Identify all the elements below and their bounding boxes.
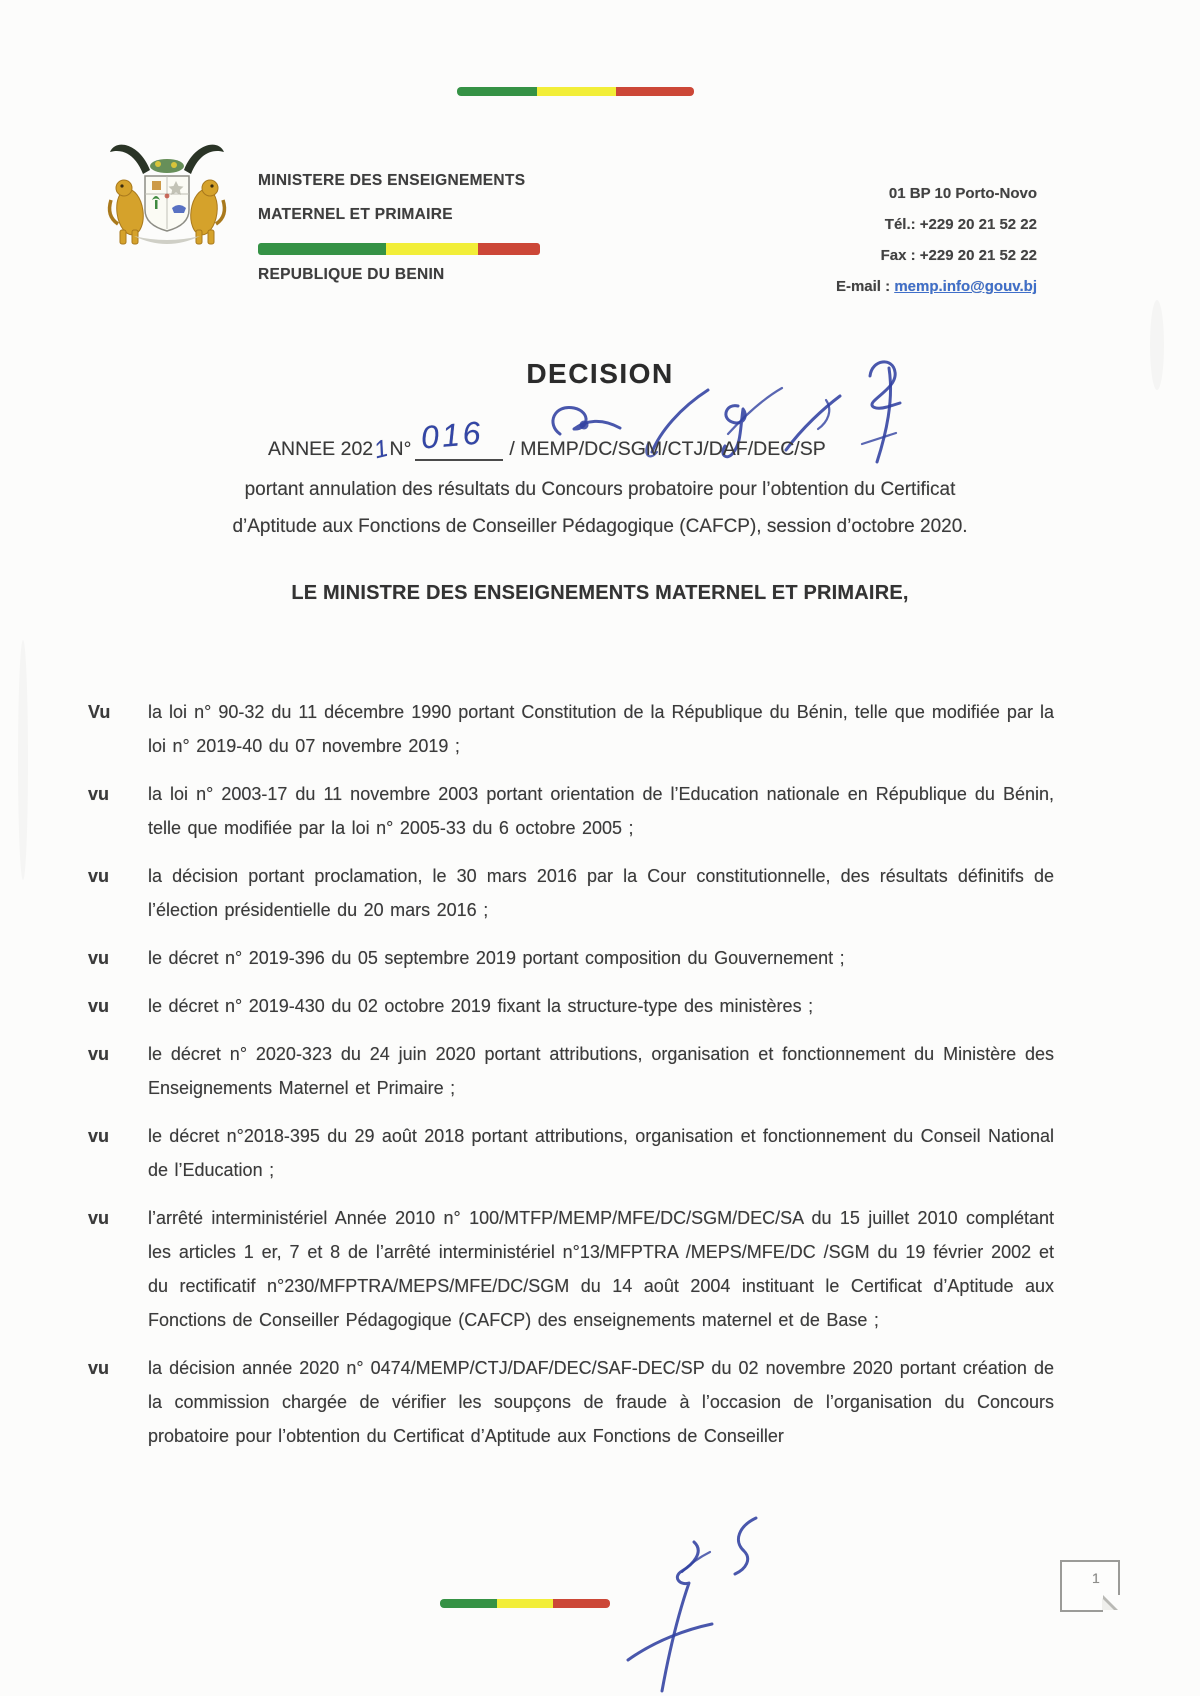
visa-label: vu <box>88 996 110 1016</box>
contact-tel: Tél.: +229 20 21 52 22 <box>884 216 1037 233</box>
flag-divider-header-icon <box>258 243 540 255</box>
contact-email-label: E-mail : <box>835 278 895 295</box>
flag-green-segment <box>440 1599 497 1608</box>
visa-item <box>88 941 1054 975</box>
flag-red-segment <box>478 243 540 255</box>
visa-list <box>88 695 1054 1467</box>
visa-label: vu <box>88 1358 110 1378</box>
minister-heading: LE MINISTRE DES ENSEIGNEMENTS MATERNEL ET PRIMAIRE, <box>291 582 909 604</box>
flag-red-segment <box>616 87 694 96</box>
ref-prefix: ANNEE 202 <box>268 438 374 460</box>
visa-text: l’arrêté interministériel Année 2010 n° 100/MTFP/MEMP/MFE/DC/SGM/DEC/SA du 15 juillet 2010 complétant les articles 1 er, 7 et 8 de l’arrêté interministériel n°13/MFPTRA /MEPS/MFE/DC /SGM du 19 février 2002 et du rectificatif n°230/MFPTRA/MEPS/MFE/DC/SGM du 14 août 2004 instituant le Certificat d’Aptitude aux Fonctions de Conseiller Pédagogique (CAFCP) des enseignements maternel et de Base ; <box>148 1208 1054 1330</box>
flag-red-segment <box>553 1599 610 1608</box>
visa-item <box>88 1119 1054 1187</box>
flag-divider-bottom-icon <box>440 1599 610 1608</box>
page-number: 1 <box>1092 1570 1100 1586</box>
handwritten-year-digit: 1 <box>371 434 391 465</box>
contact-email-line <box>836 271 1037 302</box>
page-number-box <box>1060 1560 1120 1612</box>
handwritten-decision-number: 016 <box>419 414 486 456</box>
visa-item <box>88 695 1054 763</box>
flag-yellow-segment <box>497 1599 553 1608</box>
reference-line <box>268 414 826 465</box>
visa-label: vu <box>88 1044 110 1064</box>
benin-coat-of-arms-icon <box>96 134 238 284</box>
ministry-name-block <box>258 172 525 224</box>
subject-line2: d’Aptitude aux Fonctions de Conseiller Pédagogique (CAFCP), session d’octobre 2020. <box>232 516 968 537</box>
visa-text: le décret n° 2019-396 du 05 septembre 2019 portant composition du Gouvernement ; <box>148 948 845 968</box>
contact-block <box>836 178 1037 302</box>
visa-label: vu <box>88 1208 110 1228</box>
contact-fax: Fax : +229 20 21 52 22 <box>880 247 1037 264</box>
visa-label: Vu <box>88 702 111 722</box>
visa-item <box>88 1201 1054 1337</box>
flag-divider-top-icon <box>457 87 694 96</box>
scan-smudge <box>1150 300 1164 390</box>
contact-email-link[interactable]: memp.info@gouv.bj <box>894 278 1037 295</box>
subject-line1: portant annulation des résultats du Concours probatoire pour l’obtention du Certificat <box>244 479 956 500</box>
scan-smudge <box>18 640 28 880</box>
visa-text: la loi n° 2003-17 du 11 novembre 2003 portant orientation de l’Education nationale en République du Bénin, telle que modifiée par la loi n° 2005-33 du 6 octobre 2005 ; <box>148 784 1054 838</box>
visa-text: la décision portant proclamation, le 30 mars 2016 par la Cour constitutionnelle, des résultats définitifs de l’élection présidentielle du 20 mars 2016 ; <box>148 866 1054 920</box>
flag-green-segment <box>258 243 386 255</box>
visa-item <box>88 1351 1054 1453</box>
ref-no-label: N° <box>389 438 412 460</box>
dog-ear-corner-icon <box>1103 1595 1120 1612</box>
visa-label: vu <box>88 1126 110 1146</box>
visa-label: vu <box>88 866 110 886</box>
visa-text: la décision année 2020 n° 0474/MEMP/CTJ/DAF/DEC/SAF-DEC/SP du 02 novembre 2020 portant création de la commission chargée de vérifier les soupçons de fraude à l’occasion de l’organisation du Concours probatoire pour l’obtention du Certificat d’Aptitude aux Fonctions de Conseiller <box>148 1358 1054 1446</box>
visa-item <box>88 859 1054 927</box>
document-title: DECISION <box>526 358 674 389</box>
visa-label: vu <box>88 784 110 804</box>
ministry-line1: MINISTERE DES ENSEIGNEMENTS <box>258 172 526 189</box>
visa-text: le décret n°2018-395 du 29 août 2018 portant attributions, organisation et fonctionnement du Conseil National de l’Education ; <box>148 1126 1054 1180</box>
flag-yellow-segment <box>386 243 478 255</box>
ministry-line2: MATERNEL ET PRIMAIRE <box>258 206 453 223</box>
visa-text: la loi n° 90-32 du 11 décembre 1990 portant Constitution de la République du Bénin, telle que modifiée par la loi n° 2019-40 du 07 novembre 2019 ; <box>148 702 1054 756</box>
handwritten-mark-bottom-icon <box>598 1502 808 1696</box>
decision-subject <box>0 471 1200 545</box>
visa-item <box>88 777 1054 845</box>
flag-green-segment <box>457 87 537 96</box>
visa-text: le décret n° 2019-430 du 02 octobre 2019 fixant la structure-type des ministères ; <box>148 996 814 1016</box>
republic-label: REPUBLIQUE DU BENIN <box>258 266 445 283</box>
decision-number-blank <box>415 414 503 461</box>
visa-item <box>88 1037 1054 1105</box>
contact-address: 01 BP 10 Porto-Novo <box>888 185 1037 202</box>
visa-label: vu <box>88 948 110 968</box>
visa-item <box>88 989 1054 1023</box>
ref-suffix: / MEMP/DC/SGM/CTJ/DAF/DEC/SP <box>509 438 826 460</box>
flag-yellow-segment <box>537 87 616 96</box>
visa-text: le décret n° 2020-323 du 24 juin 2020 portant attributions, organisation et fonctionnement du Ministère des Enseignements Maternel et Primaire ; <box>148 1044 1054 1098</box>
